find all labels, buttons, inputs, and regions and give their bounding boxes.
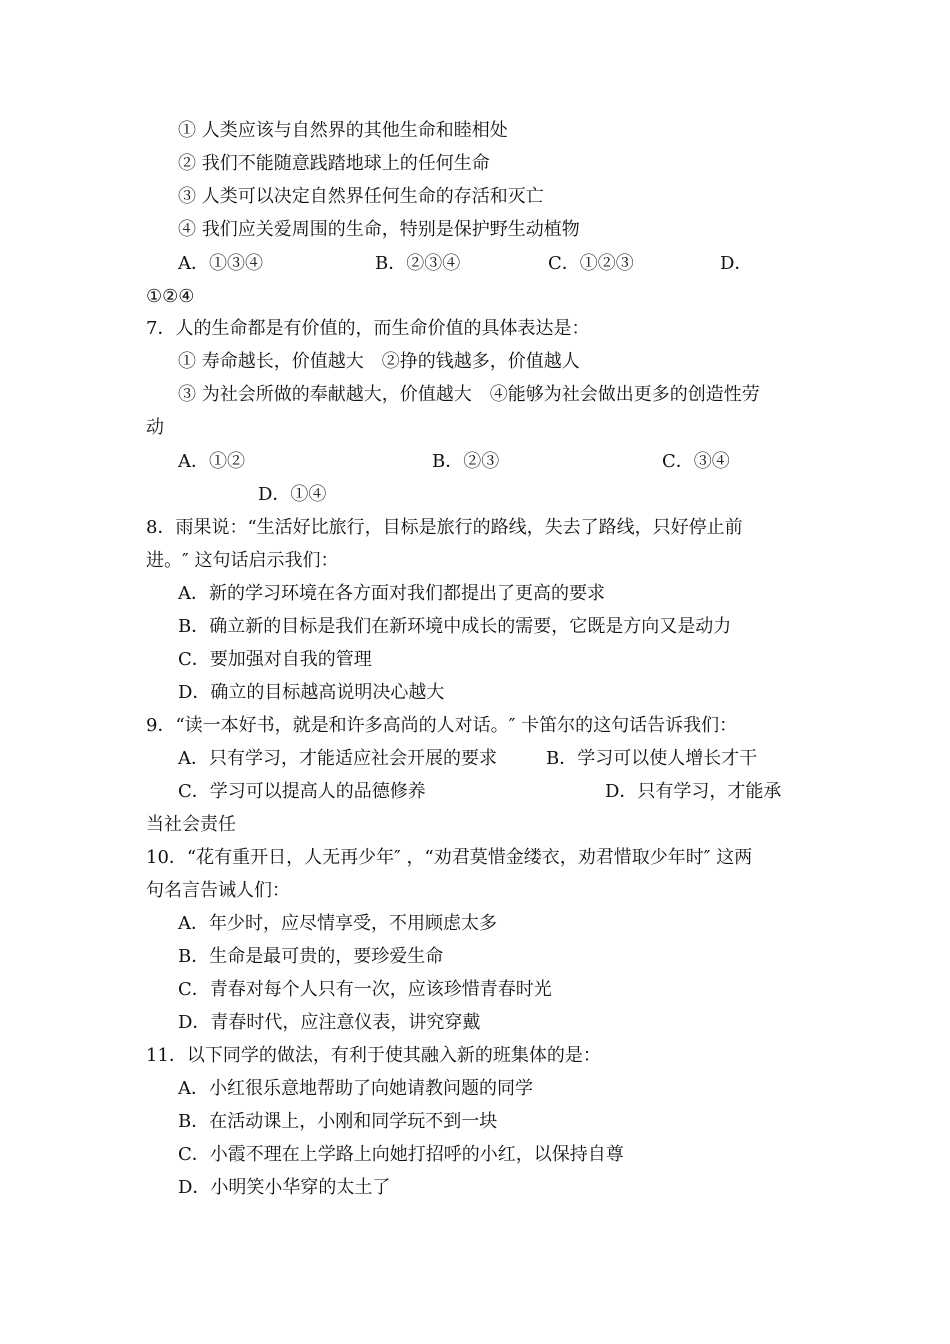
q10-option-a: A．年少时，应尽情享受，不用顾虑太多 xyxy=(178,913,497,934)
q11-option-d: D．小明笑小华穿的太土了 xyxy=(178,1177,391,1198)
q6-statement-2: ② 我们不能随意践踏地球上的任何生命 xyxy=(178,153,490,174)
q7-statements-line2: ③ 为社会所做的奉献越大，价值越大 ④能够为社会做出更多的创造性劳 xyxy=(178,384,760,405)
q9-option-c: C．学习可以提高人的品德修养 xyxy=(178,781,426,802)
q7-statements-wrap: 动 xyxy=(146,417,164,438)
q8-option-c: C．要加强对自我的管理 xyxy=(178,649,372,670)
q10-stem-line1: 10．“花有重开日，人无再少年″ ，“劝君莫惜金缕衣，劝君惜取少年时″ 这两 xyxy=(146,847,753,868)
q11-option-b: B．在活动课上，小刚和同学玩不到一块 xyxy=(178,1111,498,1132)
q7-stem: 7．人的生命都是有价值的，而生命价值的具体表达是： xyxy=(146,318,590,339)
q7-statements-line1: ① 寿命越长，价值越大 ②挣的钱越多，价值越人 xyxy=(178,351,580,372)
q6-statement-1: ① 人类应该与自然界的其他生命和睦相处 xyxy=(178,120,508,141)
q11-option-a: A．小红很乐意地帮助了向她请教问题的同学 xyxy=(178,1078,533,1099)
q6-option-c: C．①②③ xyxy=(548,253,634,274)
q7-option-a: A．①② xyxy=(178,451,245,472)
q7-option-b: B．②③ xyxy=(432,451,500,472)
q9-option-d-wrap: 当社会责任 xyxy=(146,814,236,835)
q8-stem-line1: 8．雨果说：“生活好比旅行，目标是旅行的路线，失去了路线，只好停止前 xyxy=(146,517,743,538)
q11-option-c: C．小霞不理在上学路上向她打招呼的小红，以保持自尊 xyxy=(178,1144,624,1165)
q9-option-b: B．学习可以使人增长才干 xyxy=(546,748,758,769)
q10-option-d: D．青春时代，应注意仪表，讲究穿戴 xyxy=(178,1012,481,1033)
q8-stem-line2: 进。″ 这句话启示我们： xyxy=(146,550,339,571)
q10-option-c: C．青春对每个人只有一次，应该珍惜青春时光 xyxy=(178,979,552,1000)
q6-option-a: A．①③④ xyxy=(178,253,263,274)
q6-option-b: B．②③④ xyxy=(375,253,461,274)
q8-option-a: A．新的学习环境在各方面对我们都提出了更高的要求 xyxy=(178,583,605,604)
q10-stem-line2: 句名言告诫人们： xyxy=(146,880,290,901)
q9-option-d: D．只有学习，才能承 xyxy=(605,781,782,802)
q8-option-d: D．确立的目标越高说明决心越大 xyxy=(178,682,445,703)
q6-option-d-wrap: ①②④ xyxy=(146,286,195,307)
q9-stem: 9．“读一本好书，就是和许多高尚的人对话。″ 卡笛尔的这句话告诉我们： xyxy=(146,715,738,736)
q6-statement-4: ④ 我们应关爱周围的生命，特别是保护野生动植物 xyxy=(178,219,580,240)
q7-option-c: C．③④ xyxy=(662,451,730,472)
q6-option-d: D． xyxy=(720,253,753,274)
q11-stem: 11．以下同学的做法，有利于使其融入新的班集体的是： xyxy=(146,1045,601,1066)
q7-option-d: D．①④ xyxy=(258,484,327,505)
q6-statement-3: ③ 人类可以决定自然界任何生命的存活和灭亡 xyxy=(178,186,544,207)
q9-option-a: A．只有学习，才能适应社会开展的要求 xyxy=(178,748,497,769)
q8-option-b: B．确立新的目标是我们在新环境中成长的需要，它既是方向又是动力 xyxy=(178,616,732,637)
q10-option-b: B．生命是最可贵的，要珍爱生命 xyxy=(178,946,444,967)
